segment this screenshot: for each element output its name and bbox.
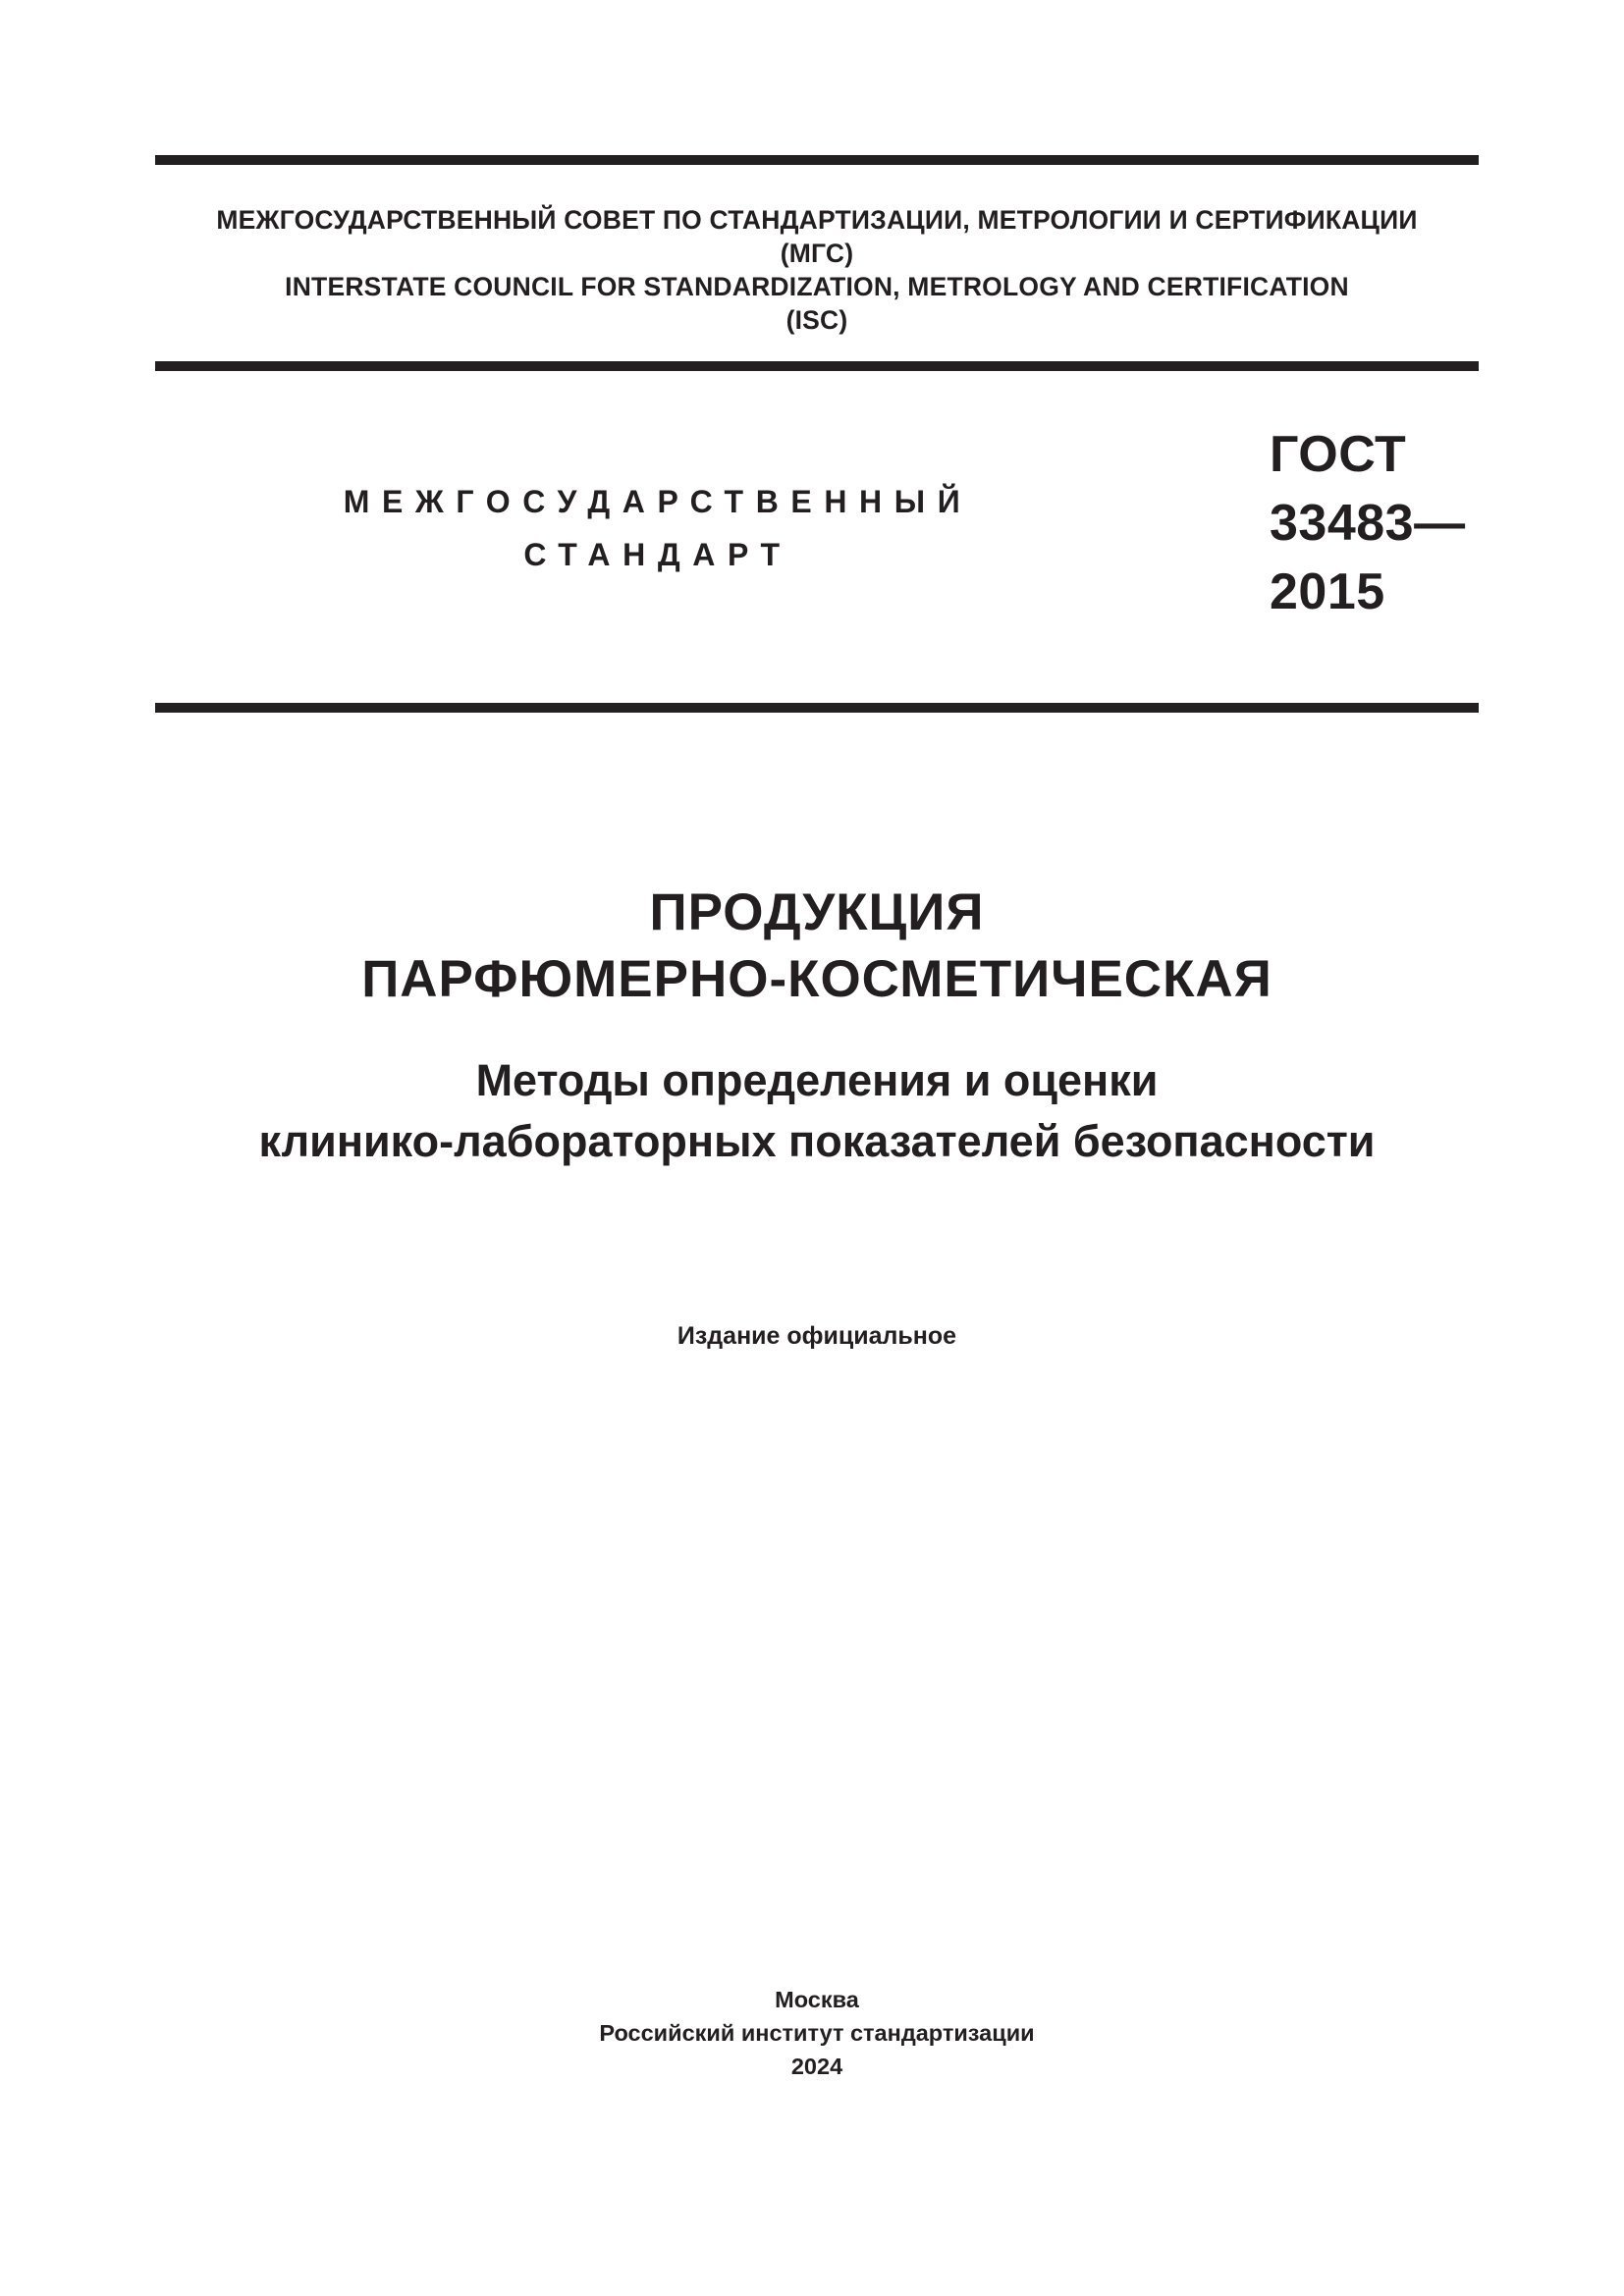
subtitle-line-1: Методы определения и оценки [475,1055,1159,1105]
council-name-en: INTERSTATE COUNCIL FOR STANDARDIZATION, METROLOGY AND CERTIFICATION [285,272,1349,301]
title-line-2: ПАРФЮМЕРНО-КОСМЕТИЧЕСКАЯ [361,950,1272,1008]
standard-type-label [324,475,992,581]
imprint-city: Москва [775,1987,859,2012]
document-title [155,880,1479,1013]
designation-prefix: ГОСТ [1270,426,1407,483]
council-abbr-en: (ISC) [785,305,848,335]
top-rule [155,155,1479,165]
council-header [155,203,1479,337]
subtitle-line-2: клинико-лабораторных показателей безопасности [258,1116,1376,1166]
imprint-publisher: Российский институт стандартизации [599,2020,1035,2046]
council-divider-rule [155,361,1479,371]
publisher-imprint [155,1983,1479,2083]
council-name-ru: МЕЖГОСУДАРСТВЕННЫЙ СОВЕТ ПО СТАНДАРТИЗАЦИИ, МЕТРОЛОГИИ И СЕРТИФИКАЦИИ [216,205,1418,235]
standard-designation [1270,420,1466,626]
title-line-1: ПРОДУКЦИЯ [649,883,985,941]
imprint-year: 2024 [790,2054,843,2079]
edition-note: Издание официальное [677,1322,957,1350]
header-bottom-rule [155,703,1479,713]
council-abbr-ru: (МГС) [780,239,854,268]
document-subtitle [155,1050,1479,1172]
designation-year: 2015 [1270,563,1385,620]
standard-type-line-2: СТАНДАРТ [523,537,792,572]
designation-number: 33483— [1270,495,1466,552]
standard-type-line-1: МЕЖГОСУДАРСТВЕННЫЙ [343,484,973,519]
